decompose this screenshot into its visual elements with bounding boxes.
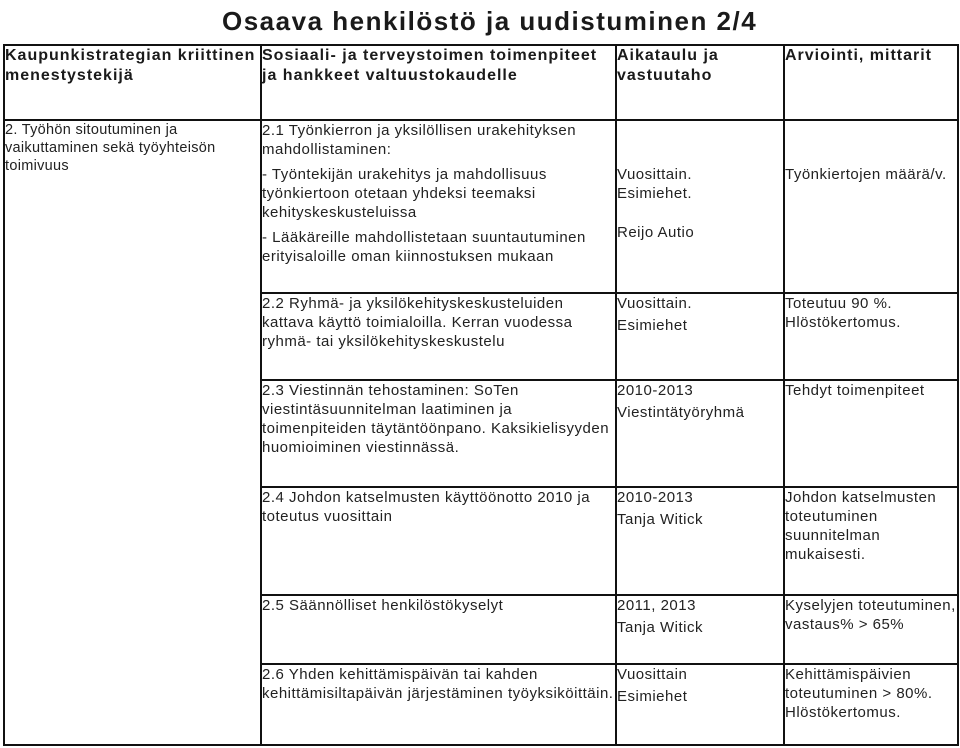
responsible-text: Reijo Autio [617,224,695,242]
schedule-text: 2010-2013 [617,381,694,399]
header-actions: Sosiaali- ja terveystoimen toimenpiteet ja hankkeet valtuustokaudelle [261,45,616,120]
action-text: 2.5 Säännölliset henkilöstökyselyt [262,596,504,614]
action-title: 2.1 Työnkierron ja yksilöllisen urakehityksen mahdollistaminen: [262,122,577,159]
action-text: 2.3 Viestinnän tehostaminen: SoTen viestintäsuunnitelman laatiminen ja toimenpiteiden täytäntöönpano. Kaksikielisyyden huomioiminen viestinnässä. [262,381,610,456]
metric-text: Johdon katselmusten toteutuminen suunnitelman mukaisesti. [785,489,937,564]
metric-text: Tehdyt toimenpiteet [785,381,925,399]
metric-cell [784,120,958,292]
header-metrics: Arviointi, mittarit [784,45,958,120]
metric-text: Työnkiertojen määrä/v. [785,166,947,184]
responsible-text: Esimiehet [617,316,688,334]
responsible-text: Esimiehet [617,687,688,705]
metric-text: Kyselyjen toteutuminen, vastaus% > 65% [785,596,956,633]
metric-text: Kehittämispäivien toteutuminen > 80%. Hlöstökertomus. [785,665,933,721]
success-factor-text: 2. Työhön sitoutuminen ja vaikuttaminen sekä työyhteisön toimivuus [5,122,216,175]
responsible-text: Tanja Witick [617,618,704,636]
action-cell [261,664,616,745]
page-title: Osaava henkilöstö ja uudistuminen 2/4 [222,6,758,36]
action-text: 2.6 Yhden kehittämispäivän tai kahden kehittämisiltapäivän järjestäminen työyksiköittäin. [262,665,614,702]
table-header-row [4,45,958,120]
schedule-text: Vuosittain [617,665,688,683]
metric-cell [784,380,958,488]
responsible-text: Tanja Witick [617,511,704,529]
metric-cell [784,595,958,664]
success-factor-cell [4,120,261,745]
schedule-text: Vuosittain. [617,294,692,312]
header-success-factor: Kaupunkistrategian kriittinen menestystekijä [4,45,261,120]
action-cell [261,293,616,380]
strategy-table [3,44,959,746]
schedule-text: 2010-2013 [617,489,694,507]
schedule-text: 2011, 2013 [617,596,696,614]
metric-cell [784,664,958,745]
action-text: 2.2 Ryhmä- ja yksilökehityskeskusteluiden kattava käyttö toimialoilla. Kerran vuodessa ryhmä- tai yksilökehityskeskustelu [262,294,573,350]
schedule-cell [616,380,784,488]
action-cell [261,380,616,488]
action-point: - Työntekijän urakehitys ja mahdollisuus työnkiertoon otetaan yhdeksi teemaksi kehityskeskusteluissa [262,166,547,222]
metric-cell [784,487,958,595]
action-cell [261,595,616,664]
schedule-cell [616,595,784,664]
schedule-cell [616,120,784,292]
responsible-text: Viestintätyöryhmä [617,403,745,421]
action-cell [261,120,616,292]
metric-cell [784,293,958,380]
schedule-cell [616,487,784,595]
metric-text: Toteutuu 90 %. Hlöstökertomus. [785,294,901,331]
schedule-cell [616,293,784,380]
action-text: 2.4 Johdon katselmusten käyttöönotto 2010 ja toteutus vuosittain [262,489,591,526]
schedule-text: Esimiehet. [617,185,693,203]
header-schedule: Aikataulu ja vastuutaho [616,45,784,120]
table-row [4,120,958,292]
action-cell [261,487,616,595]
schedule-cell [616,664,784,745]
schedule-text: Vuosittain. [617,166,692,184]
action-point: - Lääkäreille mahdollistetaan suuntautuminen erityisaloille oman kiinnostuksen mukaan [262,229,586,266]
